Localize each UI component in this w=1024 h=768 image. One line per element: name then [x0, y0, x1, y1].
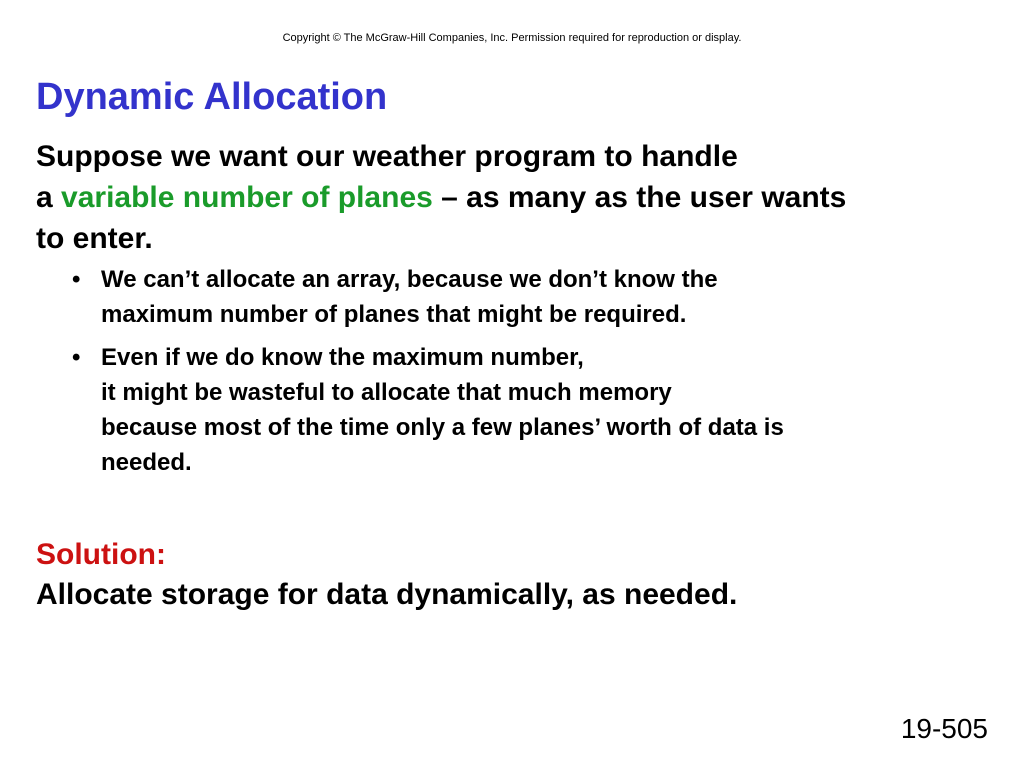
bullet-line: maximum number of planes that might be required. — [101, 301, 687, 328]
intro-line-2 — [36, 177, 996, 218]
intro-paragraph — [36, 136, 996, 259]
bullet-line: needed. — [101, 449, 192, 476]
solution-block — [36, 535, 996, 615]
bullet-list — [72, 262, 972, 488]
intro-line-2-suffix: – as many as the user wants — [432, 181, 847, 214]
solution-text: Allocate storage for data dynamically, as needed. — [36, 578, 738, 611]
bullet-dot-icon: • — [72, 266, 81, 293]
slide-title: Dynamic Allocation — [36, 76, 388, 118]
intro-highlight: variable number of planes — [61, 181, 433, 214]
intro-line-3: to enter. — [36, 222, 153, 255]
solution-heading: Solution: — [36, 538, 166, 571]
bullet-line: it might be wasteful to allocate that much memory — [101, 379, 672, 406]
bullet-item — [72, 340, 972, 480]
bullet-line: Even if we do know the maximum number, — [101, 344, 584, 371]
slide-number: 19-505 — [900, 713, 988, 744]
bullet-dot-icon: • — [72, 344, 81, 371]
bullet-line: We can’t allocate an array, because we don’t know the — [101, 266, 718, 293]
intro-line-2-prefix: a — [36, 181, 62, 214]
copyright-notice: Copyright © The McGraw-Hill Companies, Inc. Permission required for reproduction or display. — [282, 32, 742, 44]
bullet-line: because most of the time only a few planes’ worth of data is — [101, 414, 784, 441]
bullet-item — [72, 262, 972, 332]
intro-line-1: Suppose we want our weather program to handle — [36, 140, 738, 173]
